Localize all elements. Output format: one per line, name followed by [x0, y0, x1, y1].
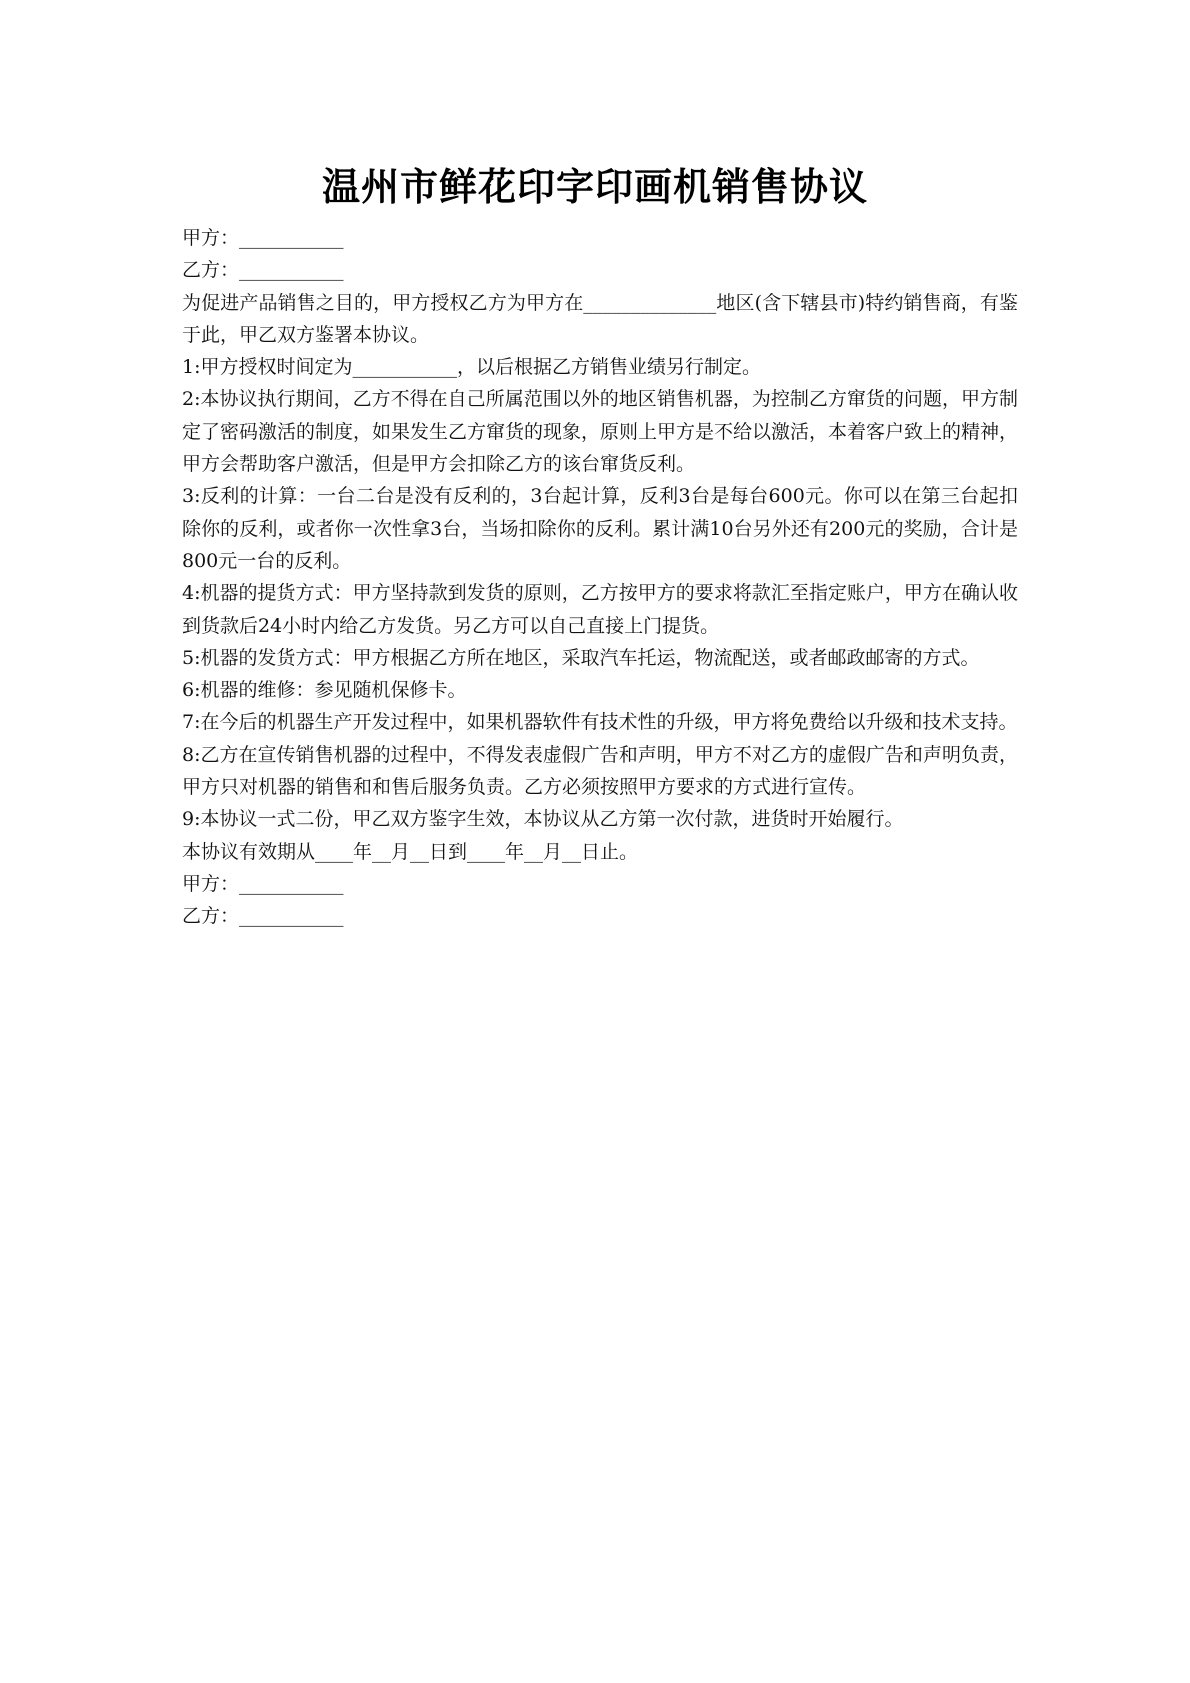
- signature-party-a: 甲方：___________: [182, 872, 344, 895]
- party-b-line: 乙方：___________: [182, 259, 344, 282]
- clause-4: 4:机器的提货方式：甲方坚持款到发货的原则，乙方按甲方的要求将款汇至指定账户，甲方在确认收到货款后24小时内给乙方发货。另乙方可以自己直接上门提货。: [182, 582, 1018, 637]
- party-a-line: 甲方：___________: [182, 227, 344, 249]
- clause-6: 6:机器的维修：参见随机保修卡。: [182, 679, 467, 702]
- document-title: 温州市鲜花印字印画机销售协议: [321, 165, 868, 209]
- signature-party-b: 乙方：___________: [182, 905, 344, 928]
- clause-7: 7:在今后的机器生产开发过程中，如果机器软件有技术性的升级，甲方将免费给以升级和技术支持。: [182, 711, 1018, 734]
- validity-line: 本协议有效期从____年__月__日到____年__月__日止。: [182, 840, 639, 863]
- clause-8: 8:乙方在宣传销售机器的过程中，不得发表虚假广告和声明，甲方不对乙方的虚假广告和声明负责，甲方只对机器的销售和和售后服务负责。乙方必须按照甲方要求的方式进行宣传。: [182, 743, 1018, 799]
- clause-3: 3:反利的计算：一台二台是没有反利的，3台起计算，反利3台是每台600元。你可以在第三台起扣除你的反利，或者你一次性拿3台，当场扣除你的反利。累计满10台另外还有200元的奖励，合计是800元一台的反利。: [182, 485, 1018, 572]
- preamble-paragraph: 为促进产品销售之目的，甲方授权乙方为甲方在______________地区(含下辖县市)特约销售商，有鉴于此，甲乙双方鉴署本协议。: [182, 291, 1018, 346]
- clause-1: 1:甲方授权时间定为___________，以后根据乙方销售业绩另行制定。: [182, 356, 761, 379]
- clause-2: 2:本协议执行期间，乙方不得在自己所属范围以外的地区销售机器，为控制乙方窜货的问题，甲方制定了密码激活的制度，如果发生乙方窜货的现象，原则上甲方是不给以激活，本着客户致上的精神，甲方会帮助客户激活，但是甲方会扣除乙方的该台窜货反利。: [182, 388, 1019, 476]
- clause-5: 5:机器的发货方式：甲方根据乙方所在地区，采取汽车托运，物流配送，或者邮政邮寄的方式。: [182, 646, 980, 669]
- clause-9: 9:本协议一式二份，甲乙双方鉴字生效，本协议从乙方第一次付款，进货时开始履行。: [182, 808, 904, 831]
- document-body: [182, 222, 1018, 933]
